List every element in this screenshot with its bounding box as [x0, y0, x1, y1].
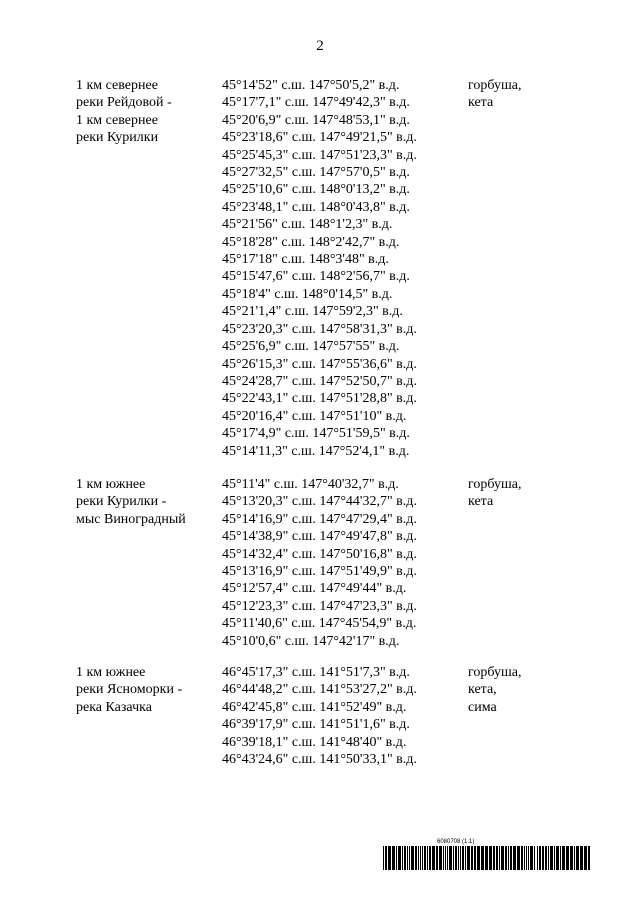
species-list: [468, 476, 568, 511]
coordinate-line: 46°45'17,3" с.ш. 141°51'7,3" в.д.: [222, 665, 410, 680]
coordinate-line: 45°13'20,3" с.ш. 147°44'32,7" в.д.: [222, 494, 417, 510]
coordinate-list: [222, 476, 462, 650]
species-line: кета: [468, 95, 494, 111]
area-line: 1 км южнее: [76, 477, 146, 492]
coordinate-line: 45°25'45,3" с.ш. 147°51'23,3" в.д.: [222, 147, 417, 163]
species-line: горбуша,: [468, 665, 522, 680]
species-list: [468, 77, 568, 112]
coordinate-line: 45°22'43,1" с.ш. 147°51'28,8" в.д.: [222, 391, 417, 407]
coordinate-line: 45°27'32,5" с.ш. 147°57'0,5" в.д.: [222, 165, 410, 181]
coordinate-line: 45°17'4,9" с.ш. 147°51'59,5" в.д.: [222, 426, 410, 442]
species-line: горбуша,: [468, 477, 522, 492]
coordinate-line: 45°15'47,6" с.ш. 148°2'56,7" в.д.: [222, 269, 410, 285]
coordinate-line: 45°17'18" с.ш. 148°3'48" в.д.: [222, 252, 389, 268]
area-line: 1 км севернее: [76, 78, 158, 93]
coordinate-line: 45°17'7,1" с.ш. 147°49'42,3" в.д.: [222, 95, 410, 111]
coordinate-line: 45°23'48,1" с.ш. 148°0'43,8" в.д.: [222, 199, 410, 215]
coordinate-line: 45°11'4" с.ш. 147°40'32,7" в.д.: [222, 477, 399, 492]
coordinate-line: 45°21'1,4" с.ш. 147°59'2,3" в.д.: [222, 304, 403, 320]
barcode-image: [383, 846, 593, 870]
area-line: 1 км севернее: [76, 112, 158, 128]
coordinate-line: 45°18'28" с.ш. 148°2'42,7" в.д.: [222, 234, 400, 250]
coordinate-line: 45°20'6,9" с.ш. 147°48'53,1" в.д.: [222, 112, 410, 128]
area-line: реки Ясноморки -: [76, 682, 183, 698]
area-line: мыс Виноградный: [76, 511, 186, 527]
coordinate-line: 46°39'18,1" с.ш. 141°48'40" в.д.: [222, 734, 407, 750]
coordinate-line: 46°39'17,9" с.ш. 141°51'1,6" в.д.: [222, 717, 410, 733]
coordinate-line: 45°26'15,3" с.ш. 147°55'36,6" в.д.: [222, 356, 417, 372]
coordinate-line: 45°14'16,9" с.ш. 147°47'29,4" в.д.: [222, 511, 417, 527]
coordinate-line: 45°23'18,6" с.ш. 147°49'21,5" в.д.: [222, 130, 417, 146]
coordinate-line: 45°18'4" с.ш. 148°0'14,5" в.д.: [222, 286, 393, 302]
species-list: [468, 664, 568, 716]
coordinate-line: 45°25'10,6" с.ш. 148°0'13,2" в.д.: [222, 182, 410, 198]
coordinate-line: 46°44'48,2" с.ш. 141°53'27,2" в.д.: [222, 682, 417, 698]
species-line: кета,: [468, 682, 497, 698]
area-name: [76, 476, 216, 528]
area-line: река Казачка: [76, 699, 152, 715]
species-line: горбуша,: [468, 78, 522, 93]
coordinate-line: 45°14'32,4" с.ш. 147°50'16,8" в.д.: [222, 546, 417, 562]
coordinate-line: 46°42'45,8" с.ш. 141°52'49" в.д.: [222, 699, 407, 715]
coordinate-line: 45°10'0,6" с.ш. 147°42'17" в.д.: [222, 633, 400, 649]
document-barcode: [383, 838, 593, 870]
coordinate-line: 45°23'20,3" с.ш. 147°58'31,3" в.д.: [222, 321, 417, 337]
coordinate-line: 45°21'56" с.ш. 148°1'2,3" в.д.: [222, 217, 393, 233]
coordinate-line: 45°12'57,4" с.ш. 147°49'44" в.д.: [222, 581, 407, 597]
area-line: реки Рейдовой -: [76, 95, 172, 111]
coordinate-list: [222, 77, 462, 460]
page-number: 2: [316, 38, 324, 54]
area-name: [76, 664, 216, 716]
coordinate-line: 46°43'24,6" с.ш. 141°50'33,1" в.д.: [222, 752, 417, 768]
coordinate-line: 45°14'11,3" с.ш. 147°52'4,1" в.д.: [222, 443, 410, 459]
coordinate-line: 45°24'28,7" с.ш. 147°52'50,7" в.д.: [222, 373, 417, 389]
area-line: реки Курилки: [76, 130, 159, 146]
barcode-number: 6080708 (1.1): [437, 839, 475, 845]
species-line: сима: [468, 699, 497, 715]
area-line: 1 км южнее: [76, 665, 146, 680]
area-name: [76, 77, 216, 147]
coordinate-list: [222, 664, 462, 768]
coordinate-line: 45°14'52" с.ш. 147°50'5,2" в.д.: [222, 78, 400, 93]
coordinate-line: 45°13'16,9" с.ш. 147°51'49,9" в.д.: [222, 564, 417, 580]
coordinate-line: 45°14'38,9" с.ш. 147°49'47,8" в.д.: [222, 529, 417, 545]
coordinate-line: 45°25'6,9" с.ш. 147°57'55" в.д.: [222, 339, 400, 355]
coordinate-line: 45°20'16,4" с.ш. 147°51'10" в.д.: [222, 408, 407, 424]
coordinate-line: 45°11'40,6" с.ш. 147°45'54,9" в.д.: [222, 616, 417, 632]
species-line: кета: [468, 494, 494, 510]
area-line: реки Курилки -: [76, 494, 167, 510]
coordinate-line: 45°12'23,3" с.ш. 147°47'23,3" в.д.: [222, 598, 417, 614]
